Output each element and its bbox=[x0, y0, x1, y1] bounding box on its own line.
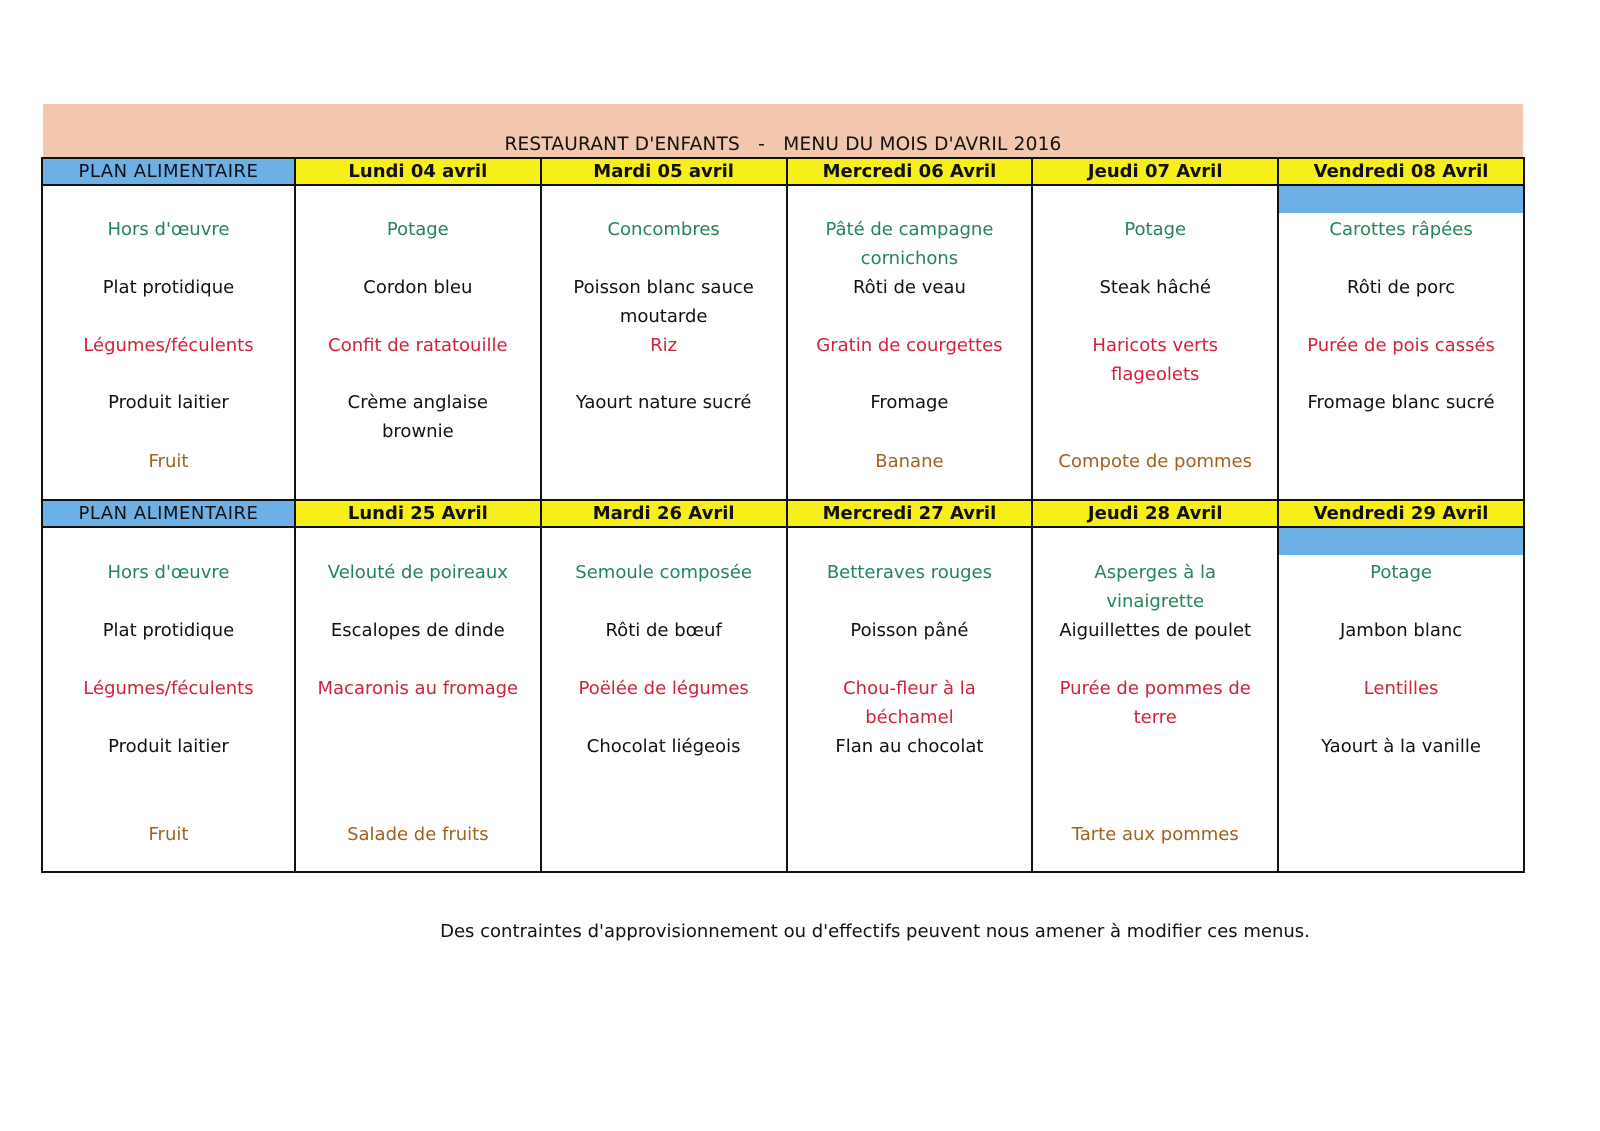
title-band bbox=[43, 104, 1523, 158]
day-header: Vendredi 29 Avril bbox=[1278, 500, 1524, 527]
menu-item-veg: Lentilles bbox=[1363, 678, 1439, 699]
menu-item-main: Escalopes de dinde bbox=[330, 620, 505, 641]
day-menu-cell bbox=[295, 527, 541, 872]
plan-item-main: Plat protidique bbox=[102, 277, 235, 298]
plan-item-starter: Hors d'œuvre bbox=[107, 219, 230, 240]
day-header: Lundi 04 avril bbox=[295, 158, 541, 185]
footer-note-text: Des contraintes d'approvisionnement ou d'effectifs peuvent nous amener à modifier ces menus. bbox=[440, 921, 1310, 942]
menu-table bbox=[41, 157, 1525, 873]
day-header: Lundi 25 Avril bbox=[295, 500, 541, 527]
menu-item-starter: Potage bbox=[386, 219, 449, 240]
blue-strip bbox=[1279, 186, 1523, 213]
day-header: Mercredi 06 Avril bbox=[787, 158, 1033, 185]
week-1-header-row bbox=[42, 158, 1524, 185]
day-header: Mardi 05 avril bbox=[541, 158, 787, 185]
day-header: Mardi 26 Avril bbox=[541, 500, 787, 527]
plan-item-dairy: Produit laitier bbox=[108, 392, 229, 413]
menu-item-dairy: Fromage bbox=[870, 392, 949, 413]
menu-item-veg: Confit de ratatouille bbox=[328, 335, 508, 356]
menu-item-starter: Potage bbox=[1370, 562, 1432, 583]
menu-item-starter: Carottes râpées bbox=[1329, 219, 1473, 240]
menu-item-veg: Poëlée de légumes bbox=[578, 678, 749, 699]
plan-item-fruit: Fruit bbox=[148, 824, 189, 845]
menu-item-main: Jambon blanc bbox=[1339, 620, 1463, 641]
menu-item-fruit: Compote de pommes bbox=[1058, 451, 1253, 472]
menu-item-dairy: Yaourt nature sucré bbox=[575, 392, 752, 413]
day-menu-cell bbox=[295, 185, 541, 500]
plan-item-fruit: Fruit bbox=[148, 451, 189, 472]
plan-item-main: Plat protidique bbox=[102, 620, 235, 641]
day-menu-cell bbox=[541, 185, 787, 500]
day-menu-cell bbox=[787, 185, 1033, 500]
menu-item-starter: Potage bbox=[1124, 219, 1187, 240]
menu-item-dairy: Crème anglaise brownie bbox=[347, 392, 488, 442]
menu-item-dairy: Chocolat liégeois bbox=[586, 736, 741, 757]
menu-item-main: Cordon bleu bbox=[363, 277, 473, 298]
menu-item-main: Poisson pâné bbox=[850, 620, 969, 641]
plan-item-dairy: Produit laitier bbox=[108, 736, 229, 757]
plan-cell bbox=[42, 185, 295, 500]
menu-item-dairy: Fromage blanc sucré bbox=[1307, 392, 1495, 413]
menu-item-veg: Purée de pommes de terre bbox=[1059, 678, 1251, 728]
plan-header: PLAN ALIMENTAIRE bbox=[42, 500, 295, 527]
menu-item-starter: Pâté de campagne cornichons bbox=[825, 219, 994, 269]
menu-item-veg: Haricots verts flageolets bbox=[1092, 335, 1219, 385]
week-2-menu-row bbox=[42, 527, 1524, 872]
blue-strip bbox=[1279, 528, 1523, 555]
menu-item-starter: Asperges à la vinaigrette bbox=[1094, 562, 1217, 612]
menu-item-veg: Gratin de courgettes bbox=[816, 335, 1003, 356]
menu-item-veg: Riz bbox=[650, 335, 678, 356]
day-menu-cell bbox=[541, 527, 787, 872]
menu-item-main: Rôti de veau bbox=[852, 277, 966, 298]
menu-item-veg: Macaronis au fromage bbox=[317, 678, 519, 699]
menu-item-main: Aiguillettes de poulet bbox=[1059, 620, 1252, 641]
menu-item-veg: Chou-fleur à la béchamel bbox=[843, 678, 976, 728]
menu-item-main: Rôti de bœuf bbox=[605, 620, 722, 641]
menu-item-dairy: Flan au chocolat bbox=[835, 736, 984, 757]
menu-item-starter: Concombres bbox=[607, 219, 720, 240]
menu-item-dairy: Yaourt à la vanille bbox=[1321, 736, 1481, 757]
menu-item-main: Poisson blanc sauce moutarde bbox=[573, 277, 754, 327]
day-menu-cell bbox=[1032, 527, 1278, 872]
day-header: Vendredi 08 Avril bbox=[1278, 158, 1524, 185]
menu-item-veg: Purée de pois cassés bbox=[1307, 335, 1495, 356]
day-header: Mercredi 27 Avril bbox=[787, 500, 1033, 527]
menu-item-starter: Betteraves rouges bbox=[826, 562, 993, 583]
menu-item-fruit: Banane bbox=[875, 451, 944, 472]
menu-item-fruit: Salade de fruits bbox=[347, 824, 489, 845]
day-header: Jeudi 07 Avril bbox=[1032, 158, 1278, 185]
plan-item-starter: Hors d'œuvre bbox=[107, 562, 230, 583]
menu-item-starter: Velouté de poireaux bbox=[327, 562, 508, 583]
plan-item-veg: Légumes/féculents bbox=[83, 335, 254, 356]
menu-item-fruit: Tarte aux pommes bbox=[1071, 824, 1239, 845]
day-menu-cell bbox=[1032, 185, 1278, 500]
footer-note bbox=[0, 921, 1600, 942]
plan-header: PLAN ALIMENTAIRE bbox=[42, 158, 295, 185]
menu-item-starter: Semoule composée bbox=[575, 562, 752, 583]
day-menu-cell bbox=[1278, 527, 1524, 872]
day-menu-cell bbox=[787, 527, 1033, 872]
week-1-menu-row bbox=[42, 185, 1524, 500]
plan-item-veg: Légumes/féculents bbox=[83, 678, 254, 699]
day-header: Jeudi 28 Avril bbox=[1032, 500, 1278, 527]
day-menu-cell bbox=[1278, 185, 1524, 500]
plan-cell bbox=[42, 527, 295, 872]
menu-item-main: Rôti de porc bbox=[1347, 277, 1456, 298]
page-title: RESTAURANT D'ENFANTS - MENU DU MOIS D'AVRIL 2016 bbox=[504, 134, 1062, 155]
week-2-header-row bbox=[42, 500, 1524, 527]
menu-item-main: Steak hâché bbox=[1099, 277, 1211, 298]
